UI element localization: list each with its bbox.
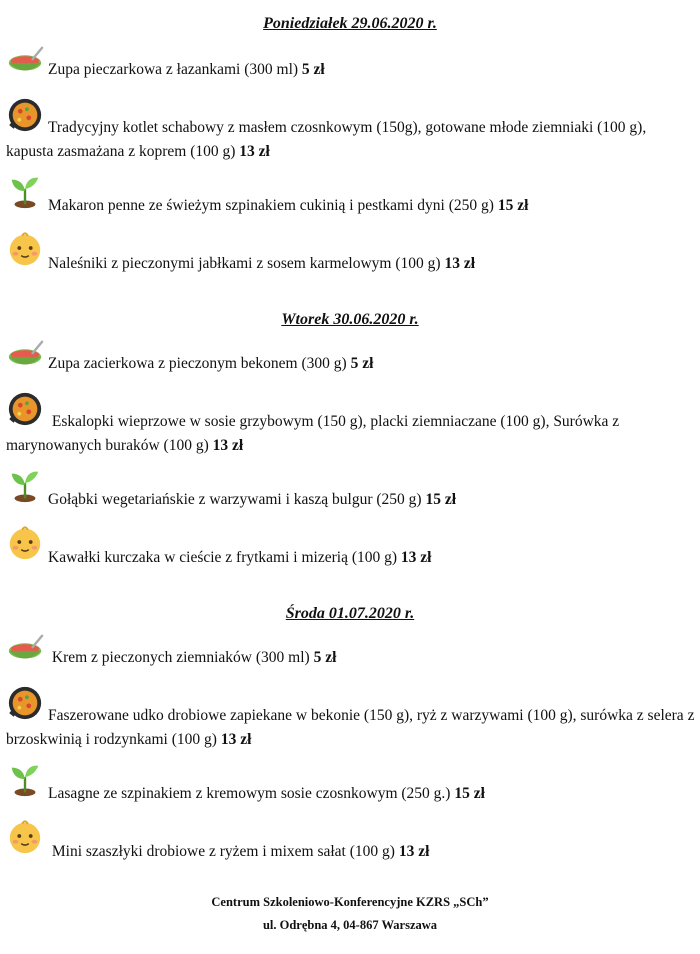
- dish-description: Mini szaszłyki drobiowe z ryżem i mixem sałat (100 g): [48, 843, 395, 860]
- footer-org-name: Centrum Szkoleniowo-Konferencyjne KZRS „SCh”: [211, 895, 489, 909]
- dish-price: 5 zł: [313, 649, 337, 666]
- menu-item: [6, 704, 696, 752]
- menu-item: [6, 488, 696, 512]
- dish-price: 15 zł: [425, 491, 457, 508]
- dish-description: Lasagne ze szpinakiem z kremowym sosie czosnkowym (250 g.): [48, 785, 451, 802]
- day-title-wednesday: Środa 01.07.2020 r.: [285, 605, 415, 622]
- day-title-tuesday: Wtorek 30.06.2020 r.: [281, 311, 419, 328]
- dish-price: 13 zł: [444, 255, 476, 272]
- dish-price: 13 zł: [212, 437, 244, 454]
- menu-item: [6, 116, 696, 164]
- dish-description: Naleśniki z pieczonymi jabłkami z sosem karmelowym (100 g): [48, 255, 441, 272]
- dish-price: 15 zł: [497, 197, 529, 214]
- dish-description: Zupa zacierkowa z pieczonym bekonem (300 g): [48, 355, 347, 372]
- dish-description: Makaron penne ze świeżym szpinakiem cukinią i pestkami dyni (250 g): [48, 197, 494, 214]
- menu-item: [6, 352, 696, 376]
- menu-item: [6, 646, 696, 670]
- menu-item: [6, 58, 696, 82]
- dish-description: Kawałki kurczaka w cieście z frytkami i mizerią (100 g): [48, 549, 401, 566]
- dish-price: 13 zł: [239, 143, 270, 160]
- dish-price: 5 zł: [301, 61, 325, 78]
- dish-description: Faszerowane udko drobiowe zapiekane w bekonie (150 g), ryż z warzywami (100 g), surówka z selera z brzoskwinią i rodzynkami (100 g): [6, 707, 695, 748]
- dish-description: Gołąbki wegetariańskie z warzywami i kaszą bulgur (250 g): [48, 491, 422, 508]
- dish-description: Zupa pieczarkowa z łazankami (300 ml): [48, 61, 299, 78]
- dish-price: 15 zł: [454, 785, 485, 802]
- menu-item: [6, 840, 696, 864]
- menu-item: [6, 252, 696, 276]
- menu-item: [6, 194, 696, 218]
- dish-price: 13 zł: [220, 731, 252, 748]
- dish-price: 13 zł: [400, 549, 432, 566]
- menu-item: [6, 782, 696, 806]
- dish-price: 13 zł: [398, 843, 430, 860]
- dish-description: Krem z pieczonych ziemniaków (300 ml): [48, 649, 310, 666]
- menu-item: [6, 546, 696, 570]
- footer-address: ul. Odrębna 4, 04-867 Warszawa: [262, 918, 438, 932]
- dish-description: Tradycyjny kotlet schabowy z masłem czosnkowym (150g), gotowane młode ziemniaki (100 g), kapusta zasmażana z koprem (100 g): [6, 119, 647, 160]
- day-title-monday: Poniedziałek 29.06.2020 r.: [263, 15, 437, 32]
- dish-price: 5 zł: [350, 355, 374, 372]
- dish-description: Eskalopki wieprzowe w sosie grzybowym (150 g), placki ziemniaczane (100 g), Surówka z marynowanych buraków (100 g): [6, 413, 620, 454]
- menu-item: [6, 410, 696, 458]
